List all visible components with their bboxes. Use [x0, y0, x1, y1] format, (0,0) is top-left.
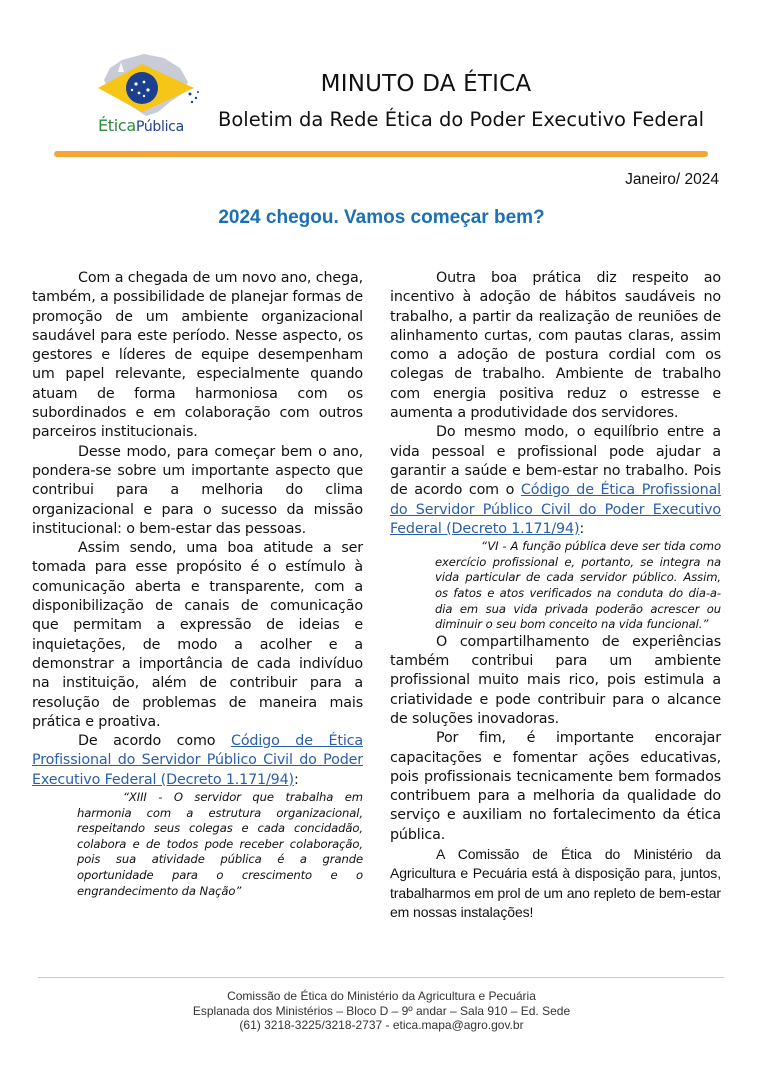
footer-contact: (61) 3218-3225/3218-2737 - etica.mapa@agro.gov.br — [239, 1018, 524, 1032]
right-paragraph-2 — [390, 423, 721, 539]
article-right-column — [390, 269, 721, 923]
issue-date: Janeiro/ 2024 — [625, 171, 719, 188]
closing-paragraph: A Comissão de Ética do Ministério da Agricultura e Pecuária está à disposição para, juntos, trabalharmos em prol de um ano repleto de bem-estar em nossas instalações! — [390, 845, 721, 921]
brazil-map-logo-icon — [92, 52, 204, 122]
footer-address: Esplanada dos Ministérios – Bloco D – 9º andar – Sala 910 – Ed. Sede — [192, 1003, 571, 1018]
right-paragraph-3: O compartilhamento de experiências também contribui para um ambiente profissional muito mais rico, pois estimula a criatividade e pode contribuir para o alcance de soluções inovadoras. — [390, 633, 721, 727]
footer — [0, 989, 763, 1033]
article-headline: 2024 chegou. Vamos começar bem? — [218, 207, 545, 228]
article-left-column — [32, 269, 363, 899]
etica-publica-logo — [92, 52, 204, 142]
left-quote: “XIII - O servidor que trabalha em harmonia com a estrutura organizacional, respeitando seus colegas e cada concidadão, colabora e de todos pode receber colaboração, pois sua atividade pública é a grande oportunidade para o crescimento e o engrandecimento da Nação” — [77, 790, 363, 898]
codigo-etica-link-right[interactable]: Código de Ética Profissional do Servidor Público Civil do Poder Executivo Federal (Decreto 1.171/94) — [390, 482, 722, 537]
left-paragraph-1: Com a chegada de um novo ano, chega, também, a possibilidade de planejar formas de promoção de um ambiente organizacional saudável para este período. Nesse aspecto, os gestores e líderes de equipe desempenham um papel relevante, especialmente quando atuam de forma harmoniosa com os subordinados e em colaboração com outros parceiros institucionais. — [32, 270, 363, 441]
left-paragraph-4 — [32, 732, 363, 790]
codigo-etica-link-left[interactable]: Código de Ética Profissional do Servidor Público Civil do Poder Executivo Federal (Decreto 1.171/94) — [32, 733, 363, 788]
right-p2-suffix: : — [579, 520, 585, 537]
bulletin-title: MINUTO DA ÉTICA — [320, 71, 532, 97]
logo-wordmark — [98, 116, 184, 135]
left-paragraph-2: Desse modo, para começar bem o ano, pondera-se sobre um importante aspecto que contribui para a melhoria do clima organizacional e para o sucesso da missão institucional: o bem-estar das pessoas. — [32, 443, 363, 537]
header-divider — [54, 151, 708, 157]
bulletin-subtitle: Boletim da Rede Ética do Poder Executivo Federal — [218, 108, 705, 131]
left-p4-prefix: De acordo como — [78, 733, 231, 750]
left-paragraph-3: Assim sendo, uma boa atitude a ser tomada para esse propósito é o estímulo à comunicação aberta e transparente, com a disponibilização de canais de comunicação que permitam a expressão de ideias e inquietações, de modo a acolher e a demonstrar a importância de cada indivíduo na instituição, além de contribuir para a resolução de problemas de maneira mais prática e proativa. — [32, 540, 363, 730]
logo-text-publica: Pública — [135, 119, 184, 135]
footer-divider — [38, 977, 724, 978]
right-paragraph-1: Outra boa prática diz respeito ao incentivo à adoção de hábitos saudáveis no trabalho, a partir da realização de reuniões de alinhamento curtas, com pautas claras, assim como a adoção de postura cordial com os colegas de trabalho. Ambiente de trabalho com energia positiva reduz o estresse e aumenta a produtividade dos servidores. — [390, 270, 721, 422]
right-quote: “VI - A função pública deve ser tida como exercício profissional e, portanto, se integra na vida particular de cada servidor público. Assim, os fatos e atos verificados na conduta do dia-a-dia em sua vida privada poderão acrescer ou diminuir o seu bom conceito na vida funcional.” — [435, 539, 721, 632]
logo-text-etica: Ética — [98, 116, 136, 135]
right-p2-prefix: Do mesmo modo, o equilíbrio entre a vida pessoal e profissional pode ajudar a garantir a saúde e bem-estar no trabalho. Pois de acordo com o — [390, 424, 721, 499]
right-paragraph-4: Por fim, é importante encorajar capacitações e fomentar ações educativas, pois profissionais tecnicamente bem formados contribuem para a melhoria da qualidade do serviço e auxiliam no fortalecimento da ética pública. — [390, 730, 721, 843]
footer-organization: Comissão de Ética do Ministério da Agricultura e Pecuária — [227, 989, 536, 1003]
left-p4-suffix: : — [293, 771, 299, 788]
